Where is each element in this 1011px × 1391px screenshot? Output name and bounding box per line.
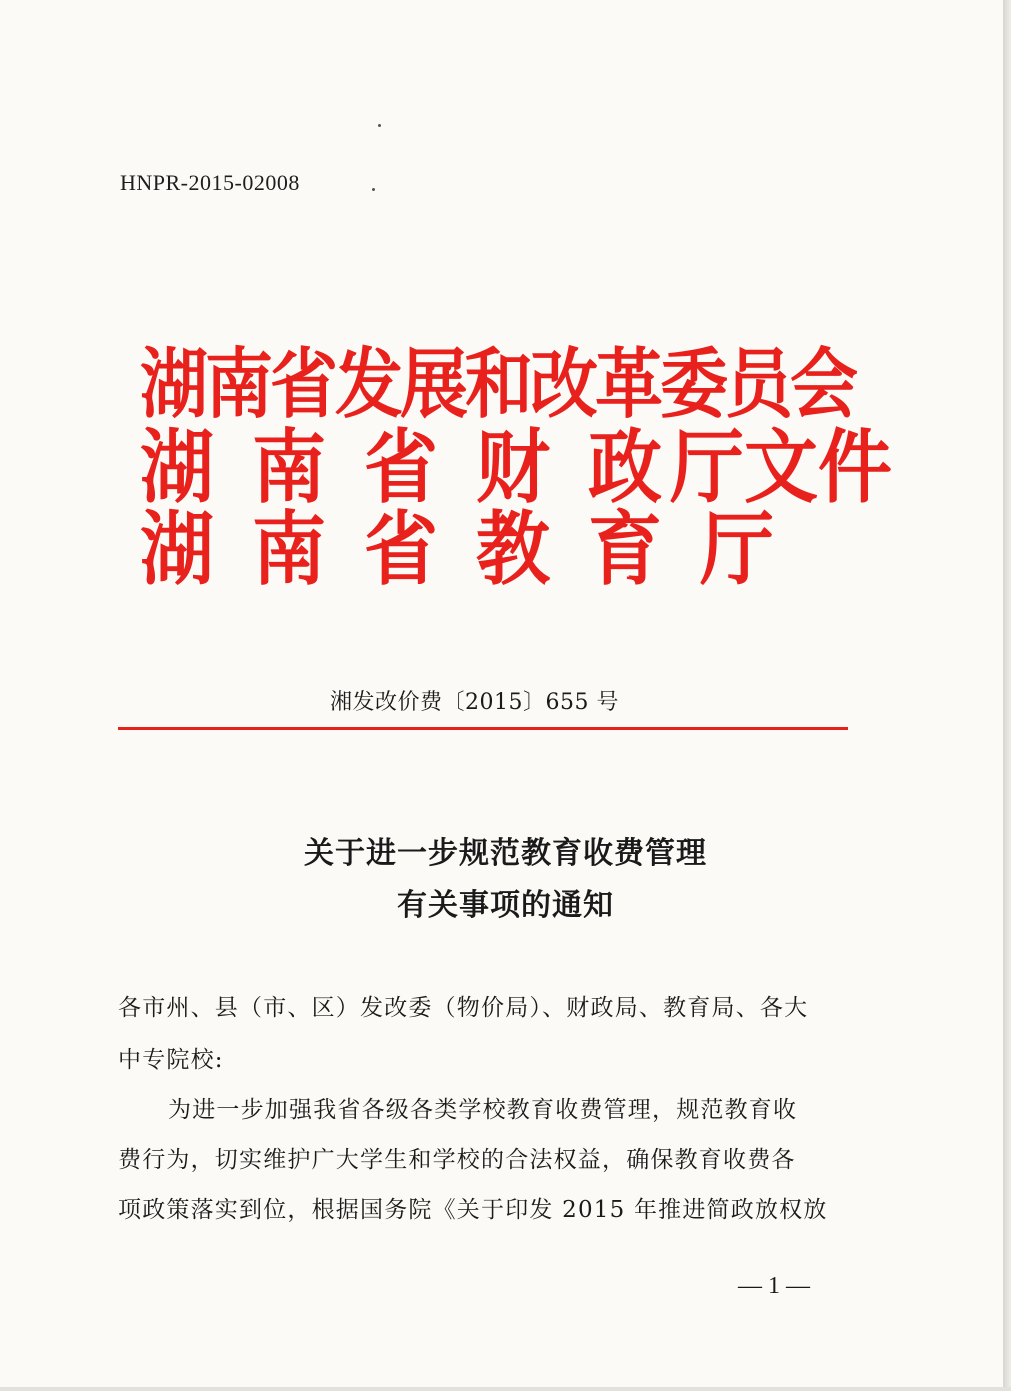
issuer-education-dept [140, 503, 774, 597]
body-paragraph-line1: 为进一步加强我省各级各类学校教育收费管理，规范教育收 [168, 1097, 798, 1123]
recipients-line1: 各市州、县（市、区）发改委（物价局）、财政局、教育局、各大 [118, 995, 809, 1021]
issuer-char: 南 [252, 421, 326, 515]
document-title-line2: 有关事项的通知 [397, 888, 614, 923]
issuer-char: 财 [476, 421, 550, 515]
red-separator-line [118, 727, 848, 730]
issuer-char: 南 [252, 503, 326, 597]
document-title-line1: 关于进一步规范教育收费管理 [304, 836, 707, 871]
issuer-char: 教 [476, 503, 550, 597]
body-paragraph-line3: 项政策落实到位，根据国务院《关于印发 2015 年推进简政放权放 [118, 1197, 828, 1223]
issuer-char: 厅文件 [670, 421, 892, 515]
document-number: 湘发改价费〔2015〕655 号 [330, 690, 619, 715]
issuer-char: 政 [588, 421, 662, 515]
issuer-ndrc: 湖南省发展和改革委员会 [140, 341, 856, 430]
body-paragraph-line2: 费行为，切实维护广大学生和学校的合法权益，确保教育收费各 [118, 1147, 796, 1173]
issuer-char: 省 [364, 503, 438, 597]
recipients-line2: 中专院校: [118, 1047, 224, 1073]
page-number: — 1 — [738, 1273, 810, 1299]
issuer-char: 厅 [700, 503, 774, 597]
scan-speck [372, 188, 375, 191]
scan-edge-shadow [1003, 0, 1011, 1391]
document-code: HNPR-2015-02008 [120, 170, 300, 195]
scan-speck [378, 124, 381, 127]
issuer-char: 湖 [140, 503, 214, 597]
scan-edge-bottom [0, 1387, 1011, 1391]
issuer-finance-dept [140, 421, 892, 515]
issuer-char: 省 [364, 421, 438, 515]
issuer-char: 湖 [140, 421, 214, 515]
issuer-char: 育 [588, 503, 662, 597]
